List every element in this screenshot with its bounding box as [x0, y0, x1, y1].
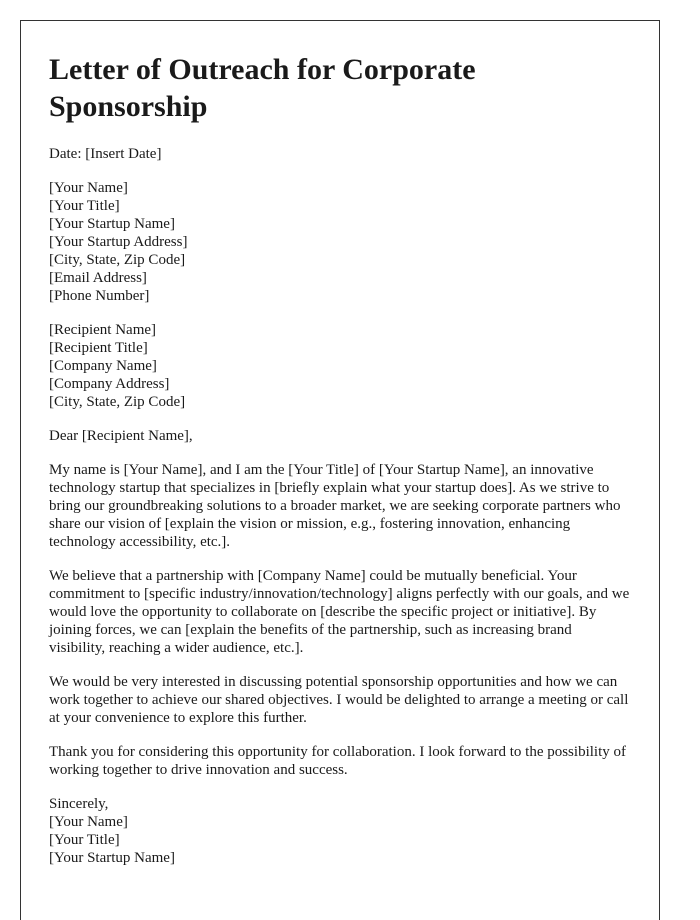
sender-startup-name: [Your Startup Name]	[49, 216, 175, 232]
body-paragraph-opportunities: We would be very interested in discussing potential sponsorship opportunities and how we can work together to achieve our shared objectives. I would be delighted to arrange a meeting or call at your convenience to explore this further.	[49, 674, 629, 726]
salutation: Dear [Recipient Name],	[49, 428, 193, 444]
closing-title: [Your Title]	[49, 832, 120, 848]
sender-phone: [Phone Number]	[49, 288, 150, 304]
closing-block	[49, 795, 631, 867]
sender-city-state-zip: [City, State, Zip Code]	[49, 252, 186, 268]
letter-title: Letter of Outreach for Corporate Sponsorship	[49, 53, 476, 123]
sender-email: [Email Address]	[49, 270, 147, 286]
recipient-name: [Recipient Name]	[49, 322, 157, 338]
recipient-title: [Recipient Title]	[49, 340, 148, 356]
sender-address-block	[49, 179, 631, 305]
body-paragraph-thanks: Thank you for considering this opportunity for collaboration. I look forward to the possibility of working together to drive innovation and success.	[49, 744, 626, 778]
recipient-company-address: [Company Address]	[49, 376, 170, 392]
recipient-address-block	[49, 321, 631, 411]
sender-title: [Your Title]	[49, 198, 120, 214]
sender-startup-address: [Your Startup Address]	[49, 234, 188, 250]
sender-name: [Your Name]	[49, 180, 128, 196]
closing-phrase: Sincerely,	[49, 796, 109, 812]
closing-name: [Your Name]	[49, 814, 128, 830]
letter-page	[20, 20, 660, 920]
body-paragraph-partnership: We believe that a partnership with [Company Name] could be mutually beneficial. Your commitment to [specific industry/innovation/technology] aligns perfectly with our goals, and we would love the opportunity to collaborate on [describe the specific project or initiative]. By joining forces, we can [explain the benefits of the partnership, such as increasing brand visibility, reaching a wider audience, etc.].	[49, 568, 630, 656]
date-line: Date: [Insert Date]	[49, 146, 162, 162]
body-paragraph-intro: My name is [Your Name], and I am the [Your Title] of [Your Startup Name], an innovative technology startup that specializes in [briefly explain what your startup does]. As we strive to bring our groundbreaking solutions to a broader market, we are seeking corporate partners who share our vision of [explain the vision or mission, e.g., fostering innovation, enhancing technology accessibility, etc.].	[49, 462, 621, 550]
closing-startup-name: [Your Startup Name]	[49, 850, 175, 866]
recipient-company-name: [Company Name]	[49, 358, 157, 374]
recipient-city-state-zip: [City, State, Zip Code]	[49, 394, 186, 410]
